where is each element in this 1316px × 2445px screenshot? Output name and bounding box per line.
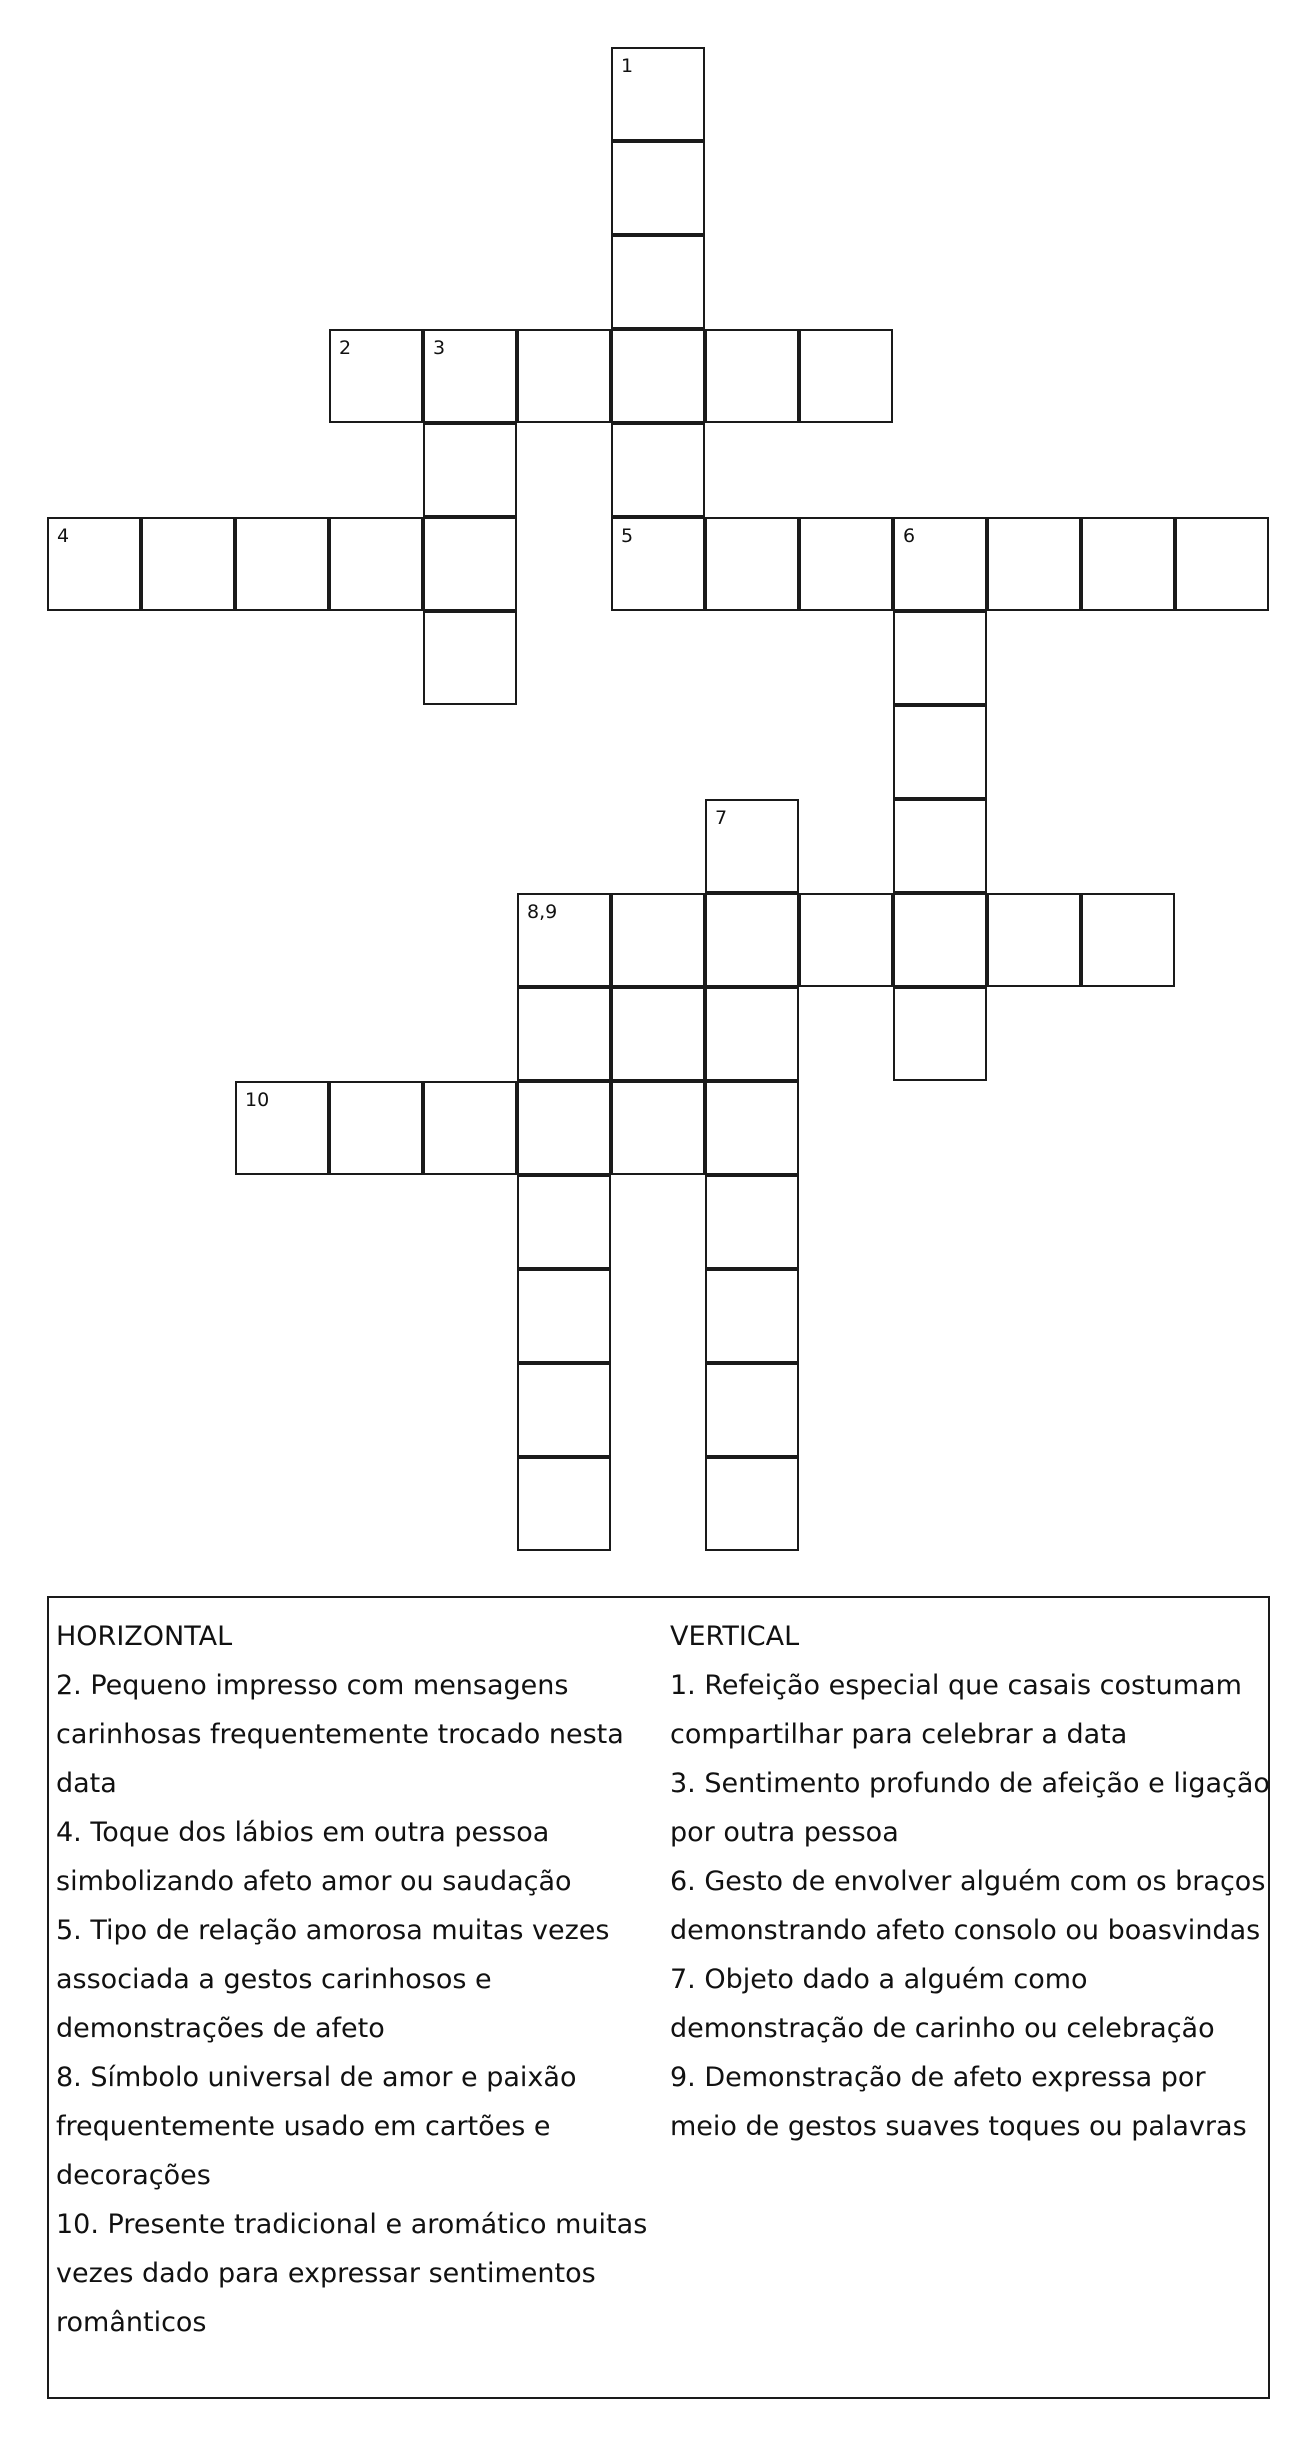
clue-line: demonstração de carinho ou celebração bbox=[670, 2013, 1215, 2044]
crossword-cell[interactable] bbox=[705, 1269, 799, 1363]
crossword-cell[interactable] bbox=[987, 517, 1081, 611]
clue-line: decorações bbox=[56, 2160, 211, 2191]
clue-line: românticos bbox=[56, 2307, 207, 2338]
crossword-cell[interactable] bbox=[423, 423, 517, 517]
crossword-cell[interactable] bbox=[893, 705, 987, 799]
crossword-cell[interactable] bbox=[517, 987, 611, 1081]
clue-number: 6 bbox=[903, 525, 916, 547]
crossword-cell[interactable] bbox=[517, 1457, 611, 1551]
clue-number: 10 bbox=[245, 1089, 270, 1111]
crossword-cell[interactable] bbox=[517, 1269, 611, 1363]
crossword-cell[interactable] bbox=[705, 987, 799, 1081]
crossword-cell[interactable] bbox=[611, 329, 705, 423]
crossword-cell[interactable] bbox=[611, 423, 705, 517]
crossword-cell[interactable] bbox=[611, 47, 705, 141]
crossword-cell[interactable] bbox=[329, 517, 423, 611]
clue-line: 4. Toque dos lábios em outra pessoa bbox=[56, 1817, 550, 1848]
crossword-cell[interactable] bbox=[47, 517, 141, 611]
crossword-cell[interactable] bbox=[705, 329, 799, 423]
clue-line: 9. Demonstração de afeto expressa por bbox=[670, 2062, 1206, 2093]
crossword-cell[interactable] bbox=[893, 517, 987, 611]
crossword-cell[interactable] bbox=[893, 893, 987, 987]
crossword-cell[interactable] bbox=[705, 893, 799, 987]
clue-number: 8,9 bbox=[527, 901, 558, 923]
crossword-cell[interactable] bbox=[423, 611, 517, 705]
crossword-cell[interactable] bbox=[329, 1081, 423, 1175]
crossword-cell[interactable] bbox=[705, 517, 799, 611]
clue-line: frequentemente usado em cartões e bbox=[56, 2111, 551, 2142]
clue-line: carinhosas frequentemente trocado nesta bbox=[56, 1719, 624, 1750]
clue-line: demonstrando afeto consolo ou boasvindas bbox=[670, 1915, 1261, 1946]
crossword-cell[interactable] bbox=[611, 987, 705, 1081]
clue-line: 7. Objeto dado a alguém como bbox=[670, 1964, 1088, 1995]
crossword-cell[interactable] bbox=[611, 1081, 705, 1175]
clues-box bbox=[47, 1596, 1270, 2399]
clue-number: 5 bbox=[621, 525, 634, 547]
clue-number: 3 bbox=[433, 337, 446, 359]
crossword-cell[interactable] bbox=[987, 893, 1081, 987]
crossword-cell[interactable] bbox=[517, 329, 611, 423]
crossword-cell[interactable] bbox=[611, 893, 705, 987]
crossword-cell[interactable] bbox=[141, 517, 235, 611]
crossword-cell[interactable] bbox=[1175, 517, 1269, 611]
clue-number: 7 bbox=[715, 807, 728, 829]
clue-line: demonstrações de afeto bbox=[56, 2013, 385, 2044]
clue-line: 3. Sentimento profundo de afeição e ligação bbox=[670, 1768, 1270, 1799]
crossword-cell[interactable] bbox=[423, 329, 517, 423]
vertical-title: VERTICAL bbox=[670, 1621, 800, 1652]
crossword-cell[interactable] bbox=[235, 517, 329, 611]
crossword-cell[interactable] bbox=[705, 1457, 799, 1551]
crossword-cell[interactable] bbox=[799, 329, 893, 423]
crossword-cell[interactable] bbox=[329, 329, 423, 423]
crossword-cell[interactable] bbox=[893, 987, 987, 1081]
crossword-cell[interactable] bbox=[799, 893, 893, 987]
clue-line: 5. Tipo de relação amorosa muitas vezes bbox=[56, 1915, 610, 1946]
clue-line: 8. Símbolo universal de amor e paixão bbox=[56, 2062, 577, 2093]
crossword-cell[interactable] bbox=[423, 1081, 517, 1175]
clue-number: 2 bbox=[339, 337, 352, 359]
crossword-cell[interactable] bbox=[611, 517, 705, 611]
crossword-cell[interactable] bbox=[705, 1081, 799, 1175]
clue-line: associada a gestos carinhosos e bbox=[56, 1964, 492, 1995]
crossword-cell[interactable] bbox=[705, 1363, 799, 1457]
clue-line: meio de gestos suaves toques ou palavras bbox=[670, 2111, 1247, 2142]
crossword-cell[interactable] bbox=[799, 517, 893, 611]
crossword-cell[interactable] bbox=[893, 799, 987, 893]
clue-line: 6. Gesto de envolver alguém com os braços bbox=[670, 1866, 1266, 1897]
clue-number: 1 bbox=[621, 55, 634, 77]
crossword-cell[interactable] bbox=[893, 611, 987, 705]
clue-line: simbolizando afeto amor ou saudação bbox=[56, 1866, 572, 1897]
crossword-cell[interactable] bbox=[517, 893, 611, 987]
vertical-clues bbox=[670, 1612, 1270, 2151]
horizontal-clues bbox=[56, 1612, 656, 2347]
crossword-cell[interactable] bbox=[705, 1175, 799, 1269]
horizontal-title: HORIZONTAL bbox=[56, 1621, 233, 1652]
crossword-cell[interactable] bbox=[1081, 517, 1175, 611]
crossword-cell[interactable] bbox=[1081, 893, 1175, 987]
crossword-cell[interactable] bbox=[611, 235, 705, 329]
clue-line: 2. Pequeno impresso com mensagens bbox=[56, 1670, 569, 1701]
crossword-cell[interactable] bbox=[423, 517, 517, 611]
crossword-cell[interactable] bbox=[705, 799, 799, 893]
clue-line: 1. Refeição especial que casais costumam bbox=[670, 1670, 1242, 1701]
crossword-cell[interactable] bbox=[611, 141, 705, 235]
crossword-cell[interactable] bbox=[235, 1081, 329, 1175]
clue-number: 4 bbox=[57, 525, 70, 547]
crossword-cell[interactable] bbox=[517, 1175, 611, 1269]
clue-line: por outra pessoa bbox=[670, 1817, 899, 1848]
crossword-cell[interactable] bbox=[517, 1363, 611, 1457]
clue-line: 10. Presente tradicional e aromático muitas bbox=[56, 2209, 648, 2240]
clue-line: compartilhar para celebrar a data bbox=[670, 1719, 1128, 1750]
clue-line: vezes dado para expressar sentimentos bbox=[56, 2258, 596, 2289]
clue-line: data bbox=[56, 1768, 117, 1799]
crossword-cell[interactable] bbox=[517, 1081, 611, 1175]
